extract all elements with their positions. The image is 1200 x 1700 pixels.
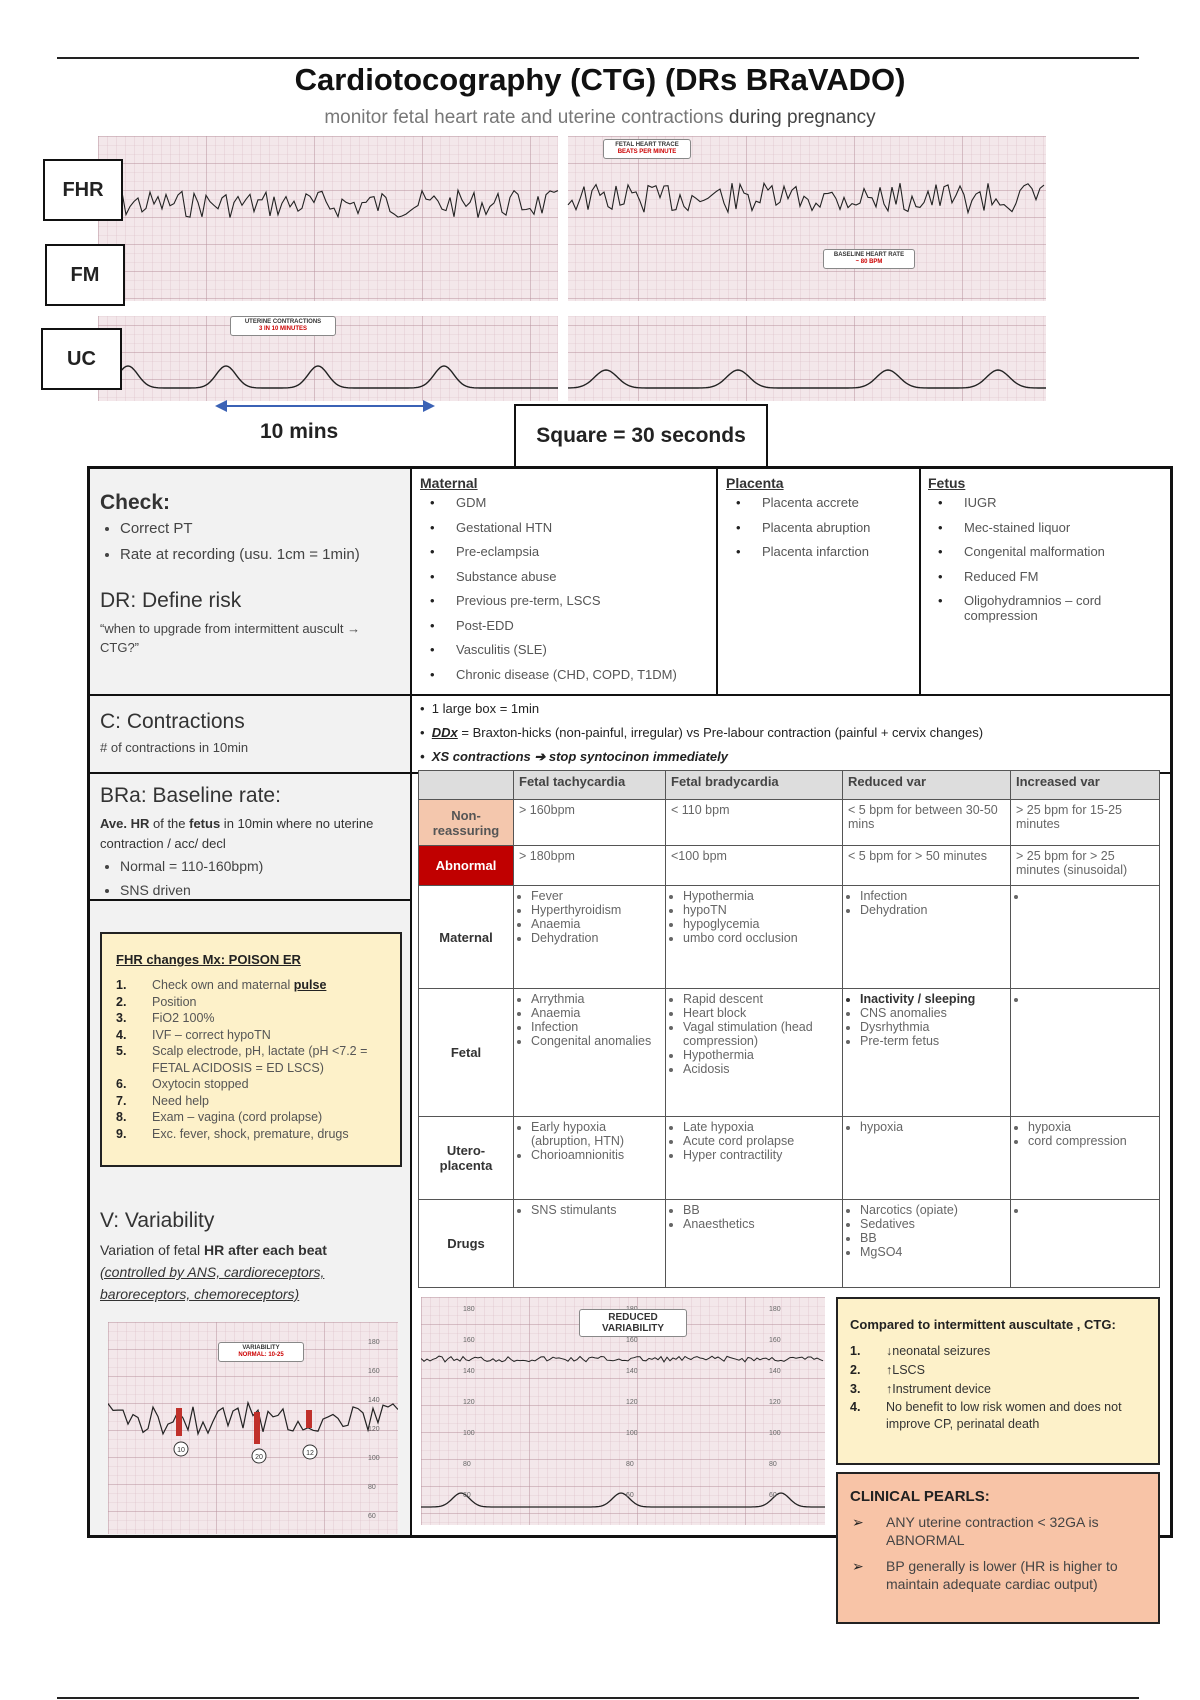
row-label: Fetal: [419, 989, 514, 1117]
table-cell: [1011, 989, 1160, 1117]
baseline-section: [100, 784, 400, 904]
axis-tick-label: 100: [626, 1430, 638, 1437]
table-row-nonreassuring: [419, 800, 1160, 846]
axis-tick-label: 60: [368, 1513, 376, 1520]
table-cell: • Narcotics (opiate) • Sedatives • BB • MgSO4: [843, 1200, 1011, 1288]
table-cell: • SNS stimulants: [514, 1200, 666, 1288]
table-cell: [1011, 1200, 1160, 1288]
axis-tick-label: 60: [626, 1492, 634, 1499]
axis-tick-label: 180: [463, 1306, 475, 1313]
axis-tick-label: 80: [626, 1461, 634, 1468]
table-cell: < 110 bpm: [666, 800, 843, 846]
axis-tick-label: 160: [463, 1337, 475, 1344]
table-cell: < 5 bpm for > 50 minutes: [843, 846, 1011, 886]
table-header: Reduced var: [843, 771, 1011, 800]
axis-tick-label: 140: [463, 1368, 475, 1375]
compared-item: 4. No benefit to low risk women and does not improve CP, perinatal death: [850, 1400, 1122, 1431]
table-row-maternal: [419, 886, 1160, 989]
table-row-fetal: [419, 989, 1160, 1117]
axis-tick-label: 120: [463, 1399, 475, 1406]
risk-item: • IUGR: [928, 495, 1168, 520]
ten-mins-label: 10 mins: [260, 420, 339, 443]
poison-er-item: 4. IVF – correct hypoTN: [116, 1027, 271, 1042]
risk-item: • Post-EDD: [420, 618, 710, 643]
table-cell: > 25 bpm for > 25 minutes (sinusoidal): [1011, 846, 1160, 886]
table-cell: > 160bpm: [514, 800, 666, 846]
variability-note: VARIABILITY NORMAL: 10-25: [218, 1342, 304, 1362]
compared-box: [836, 1297, 1160, 1465]
risk-item: • Reduced FM: [928, 569, 1168, 594]
axis-tick-label: 120: [626, 1399, 638, 1406]
page-subtitle: [0, 107, 1200, 129]
risk-item: • Chronic disease (CHD, COPD, T1DM): [420, 667, 710, 692]
reduced-variability-note: REDUCED VARIABILITY: [579, 1309, 687, 1337]
risk-item: • Pre-eclampsia: [420, 544, 710, 569]
row-label: Drugs: [419, 1200, 514, 1288]
axis-tick-label: 100: [368, 1455, 380, 1462]
risk-item: • Placenta abruption: [726, 520, 916, 545]
variability-marker-label: 12: [306, 1450, 314, 1457]
risk-item: • Placenta infarction: [726, 544, 916, 569]
contractions-sub: # of contractions in 10min: [100, 740, 249, 755]
compared-item: 3. ↑Instrument device: [850, 1382, 991, 1396]
risk-maternal-title: Maternal: [420, 475, 478, 491]
variability-title: V: Variability: [100, 1209, 215, 1232]
poison-er-item: 9. Exc. fever, shock, premature, drugs: [116, 1126, 349, 1141]
risk-item: • Vasculitis (SLE): [420, 642, 710, 667]
axis-tick-label: 80: [769, 1461, 777, 1468]
table-cell: > 180bpm: [514, 846, 666, 886]
axis-tick-label: 180: [368, 1339, 380, 1346]
poison-er-item: 6. Oxytocin stopped: [116, 1077, 249, 1091]
poison-er-item: 2. Position: [116, 994, 197, 1009]
table-cell: • hypoxia • cord compression: [1011, 1117, 1160, 1200]
table-cell: • Infection • Dehydration: [843, 886, 1011, 989]
poison-er-item: 1. Check own and maternal pulse: [116, 978, 327, 992]
variability-marker-bar: [176, 1408, 182, 1436]
axis-tick-label: 180: [769, 1306, 781, 1313]
axis-tick-label: 60: [769, 1492, 777, 1499]
compared-item: 2. ↑LSCS: [850, 1363, 925, 1377]
fhr-label: FHR: [43, 159, 123, 221]
contractions-bullet: • XS contractions ➔ stop syntocinon immediately: [420, 749, 729, 764]
compared-title: Compared to intermittent auscultate , CTG:: [850, 1317, 1116, 1332]
risk-fetus-title: Fetus: [928, 475, 966, 491]
row-label: Maternal: [419, 886, 514, 989]
baseline-item: • Normal = 110-160bpm): [120, 856, 400, 880]
ctg-trace-figure: [98, 136, 1046, 406]
risk-item: • Oligohydramnios – cord compression: [928, 593, 1168, 623]
row-label: Non-reassuring: [419, 800, 514, 846]
table-cell: <100 bpm: [666, 846, 843, 886]
variability-definition: Variation of fetal HR after each beat (controlled by ANS, cardioreceptors, baroreceptors, chemoreceptors): [100, 1242, 327, 1302]
check-item: • Correct PT: [120, 519, 390, 545]
table-cell: • Inactivity / sleeping • CNS anomalies • Dysrhythmia • Pre-term fetus: [843, 989, 1011, 1117]
table-cell: • hypoxia: [843, 1117, 1011, 1200]
table-header-row: [419, 771, 1160, 800]
axis-tick-label: 140: [368, 1397, 380, 1404]
axis-tick-label: 160: [368, 1368, 380, 1375]
poison-er-title: FHR changes Mx: POISON ER: [116, 952, 301, 967]
baseline-item: • SNS driven: [120, 880, 400, 904]
bottom-divider: [57, 1697, 1139, 1699]
table-cell: • Fever • Hyperthyroidism • Anaemia • Dehydration: [514, 886, 666, 989]
table-row-drugs: [419, 1200, 1160, 1288]
table-header: Fetal tachycardia: [514, 771, 666, 800]
check-item: • Rate at recording (usu. 1cm = 1min): [120, 545, 390, 571]
uterine-contractions-note: UTERINE CONTRACTIONS 3 IN 10 MINUTES: [230, 316, 336, 336]
risk-maternal: [420, 475, 710, 691]
ten-mins-arrow-icon: [215, 398, 435, 414]
table-cell: > 25 bpm for 15-25 minutes: [1011, 800, 1160, 846]
axis-tick-label: 100: [769, 1430, 781, 1437]
risk-item: • Mec-stained liquor: [928, 520, 1168, 545]
baseline-title: BRa: Baseline rate:: [100, 784, 281, 807]
axis-tick-label: 140: [626, 1368, 638, 1375]
table-cell: • BB • Anaesthetics: [666, 1200, 843, 1288]
risk-item: • Congenital malformation: [928, 544, 1168, 569]
risk-fetus: [928, 475, 1168, 623]
table-cell: [1011, 886, 1160, 989]
risk-item: • GDM: [420, 495, 710, 520]
risk-item: • Previous pre-term, LSCS: [420, 593, 710, 618]
table-row-utero-placenta: [419, 1117, 1160, 1200]
uc-label: UC: [41, 328, 122, 390]
variability-marker-label: 20: [255, 1454, 263, 1461]
row-label: Abnormal: [419, 846, 514, 886]
table-header: Increased var: [1011, 771, 1160, 800]
row-label: Utero-placenta: [419, 1117, 514, 1200]
poison-er-item: 8. Exam – vagina (cord prolapse): [116, 1110, 323, 1124]
fhr-interpretation-table: [418, 770, 1160, 1288]
axis-tick-label: 80: [463, 1461, 471, 1468]
contractions-section: [100, 710, 248, 755]
poison-er-box: [100, 932, 402, 1167]
table-cell: < 5 bpm for between 30-50 mins: [843, 800, 1011, 846]
axis-tick-label: 100: [463, 1430, 475, 1437]
dr-title: DR: Define risk: [100, 589, 242, 612]
poison-er-item: 7. Need help: [116, 1093, 209, 1108]
contractions-notes: [420, 701, 1160, 773]
risk-item: • Gestational HTN: [420, 520, 710, 545]
arrow-bullet-icon: ➢: [852, 1514, 864, 1530]
contractions-title: C: Contractions: [100, 710, 245, 733]
risk-placenta: [726, 475, 916, 569]
table-cell: • Early hypoxia (abruption, HTN) • Chorioamnionitis: [514, 1117, 666, 1200]
table-cell: • Late hypoxia • Acute cord prolapse • Hyper contractility: [666, 1117, 843, 1200]
table-cell: • Hypothermia • hypoTN • hypoglycemia • umbo cord occlusion: [666, 886, 843, 989]
page-title: Cardiotocography (CTG) (DRs BRaVADO): [294, 62, 906, 97]
axis-tick-label: 120: [769, 1399, 781, 1406]
clinical-pearls-box: [836, 1472, 1160, 1624]
variability-marker-bar: [254, 1412, 260, 1444]
poison-er-item: 5. Scalp electrode, pH, lactate (pH <7.2 = FETAL ACIDOSIS = ED LSCS): [116, 1044, 368, 1075]
axis-tick-label: 160: [769, 1337, 781, 1344]
table-row-abnormal: [419, 846, 1160, 886]
fm-label: FM: [45, 244, 125, 306]
risk-item: • Substance abuse: [420, 569, 710, 594]
subtitle-text: monitor fetal heart rate and uterine contractions: [324, 107, 729, 128]
contractions-bullet: • DDx = Braxton-hicks (non-painful, irregular) vs Pre-labour contraction (painful + cervix changes): [420, 725, 984, 740]
check-section: [100, 491, 390, 657]
axis-tick-label: 140: [769, 1368, 781, 1375]
axis-tick-label: 60: [463, 1492, 471, 1499]
fetal-heart-trace-note: FETAL HEART TRACE BEATS PER MINUTE: [603, 139, 691, 159]
table-header: Fetal bradycardia: [666, 771, 843, 800]
axis-tick-label: 160: [626, 1337, 638, 1344]
table-cell: • Arrythmia • Anaemia • Infection • Congenital anomalies: [514, 989, 666, 1117]
variability-section: [100, 1209, 400, 1305]
poison-er-item: 3. FiO2 100%: [116, 1011, 215, 1025]
table-cell: • Rapid descent • Heart block • Vagal stimulation (head compression) • Hypothermia • Acidosis: [666, 989, 843, 1117]
variability-marker-label: 10: [177, 1447, 185, 1454]
top-divider: [57, 57, 1139, 59]
square-scale-label: Square = 30 seconds: [514, 404, 768, 468]
axis-tick-label: 80: [368, 1484, 376, 1491]
subtitle-emphasis: during pregnancy: [728, 107, 876, 128]
clinical-pearl-item: ➢ ANY uterine contraction < 32GA is ABNORMAL: [852, 1514, 1099, 1548]
risk-item: • Placenta accrete: [726, 495, 916, 520]
risk-placenta-title: Placenta: [726, 475, 784, 491]
arrow-bullet-icon: ➢: [852, 1558, 864, 1574]
clinical-pearl-item: ➢ BP generally is lower (HR is higher to maintain adequate cardiac output): [852, 1558, 1118, 1592]
baseline-heart-rate-note: BASELINE HEART RATE ~ 80 BPM: [823, 249, 915, 269]
clinical-pearls-title: CLINICAL PEARLS:: [850, 1488, 990, 1505]
dr-text: “when to upgrade from intermittent auscult → CTG?”: [100, 621, 361, 655]
check-title: Check:: [100, 491, 171, 514]
baseline-definition: Ave. HR of the fetus in 10min where no uterine contraction / acc/ decl: [100, 816, 374, 851]
compared-item: 1. ↓neonatal seizures: [850, 1344, 991, 1358]
variability-marker-bar: [306, 1410, 312, 1428]
contractions-bullet: • 1 large box = 1min: [420, 701, 540, 716]
axis-tick-label: 120: [368, 1426, 380, 1433]
